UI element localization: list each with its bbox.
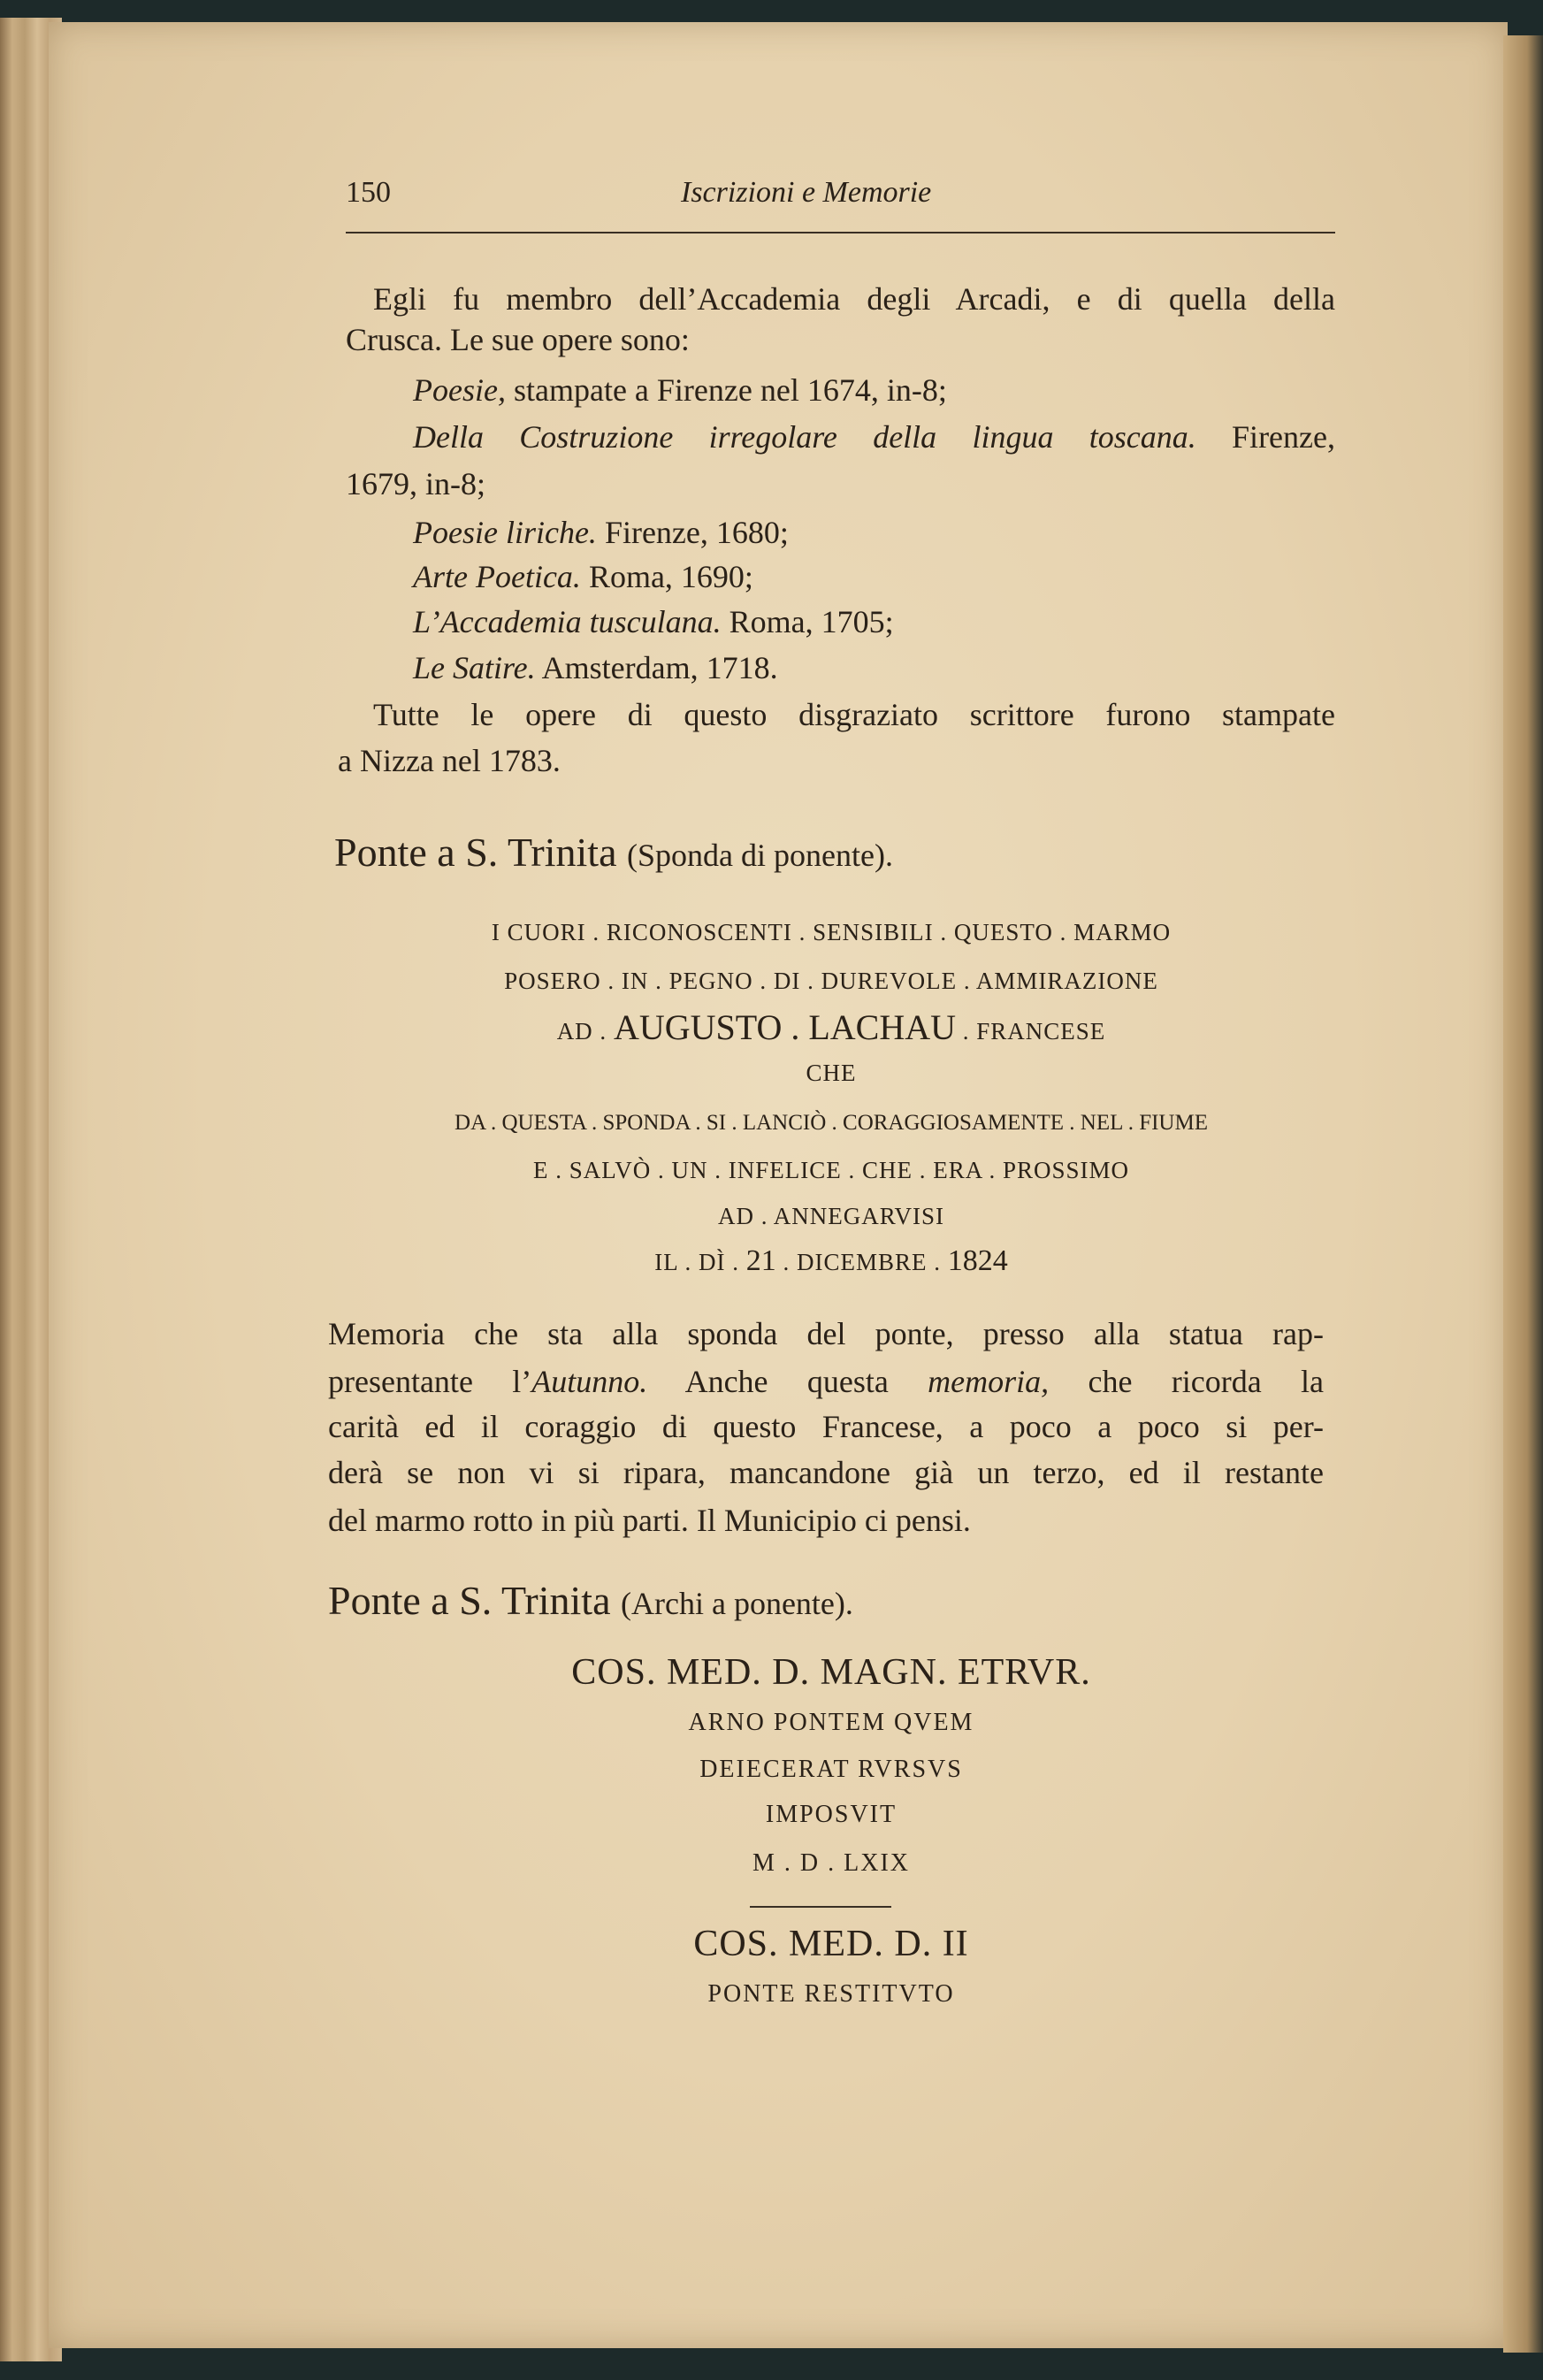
work-title: Le Satire. [413,650,536,685]
text-line: 1679, in-8; [346,466,485,501]
inscription-word: AD . [556,1018,607,1045]
work-detail: Firenze, 1680; [596,515,789,550]
italic-segment: Autunno. [531,1364,648,1399]
inscription-line: CHE [806,1060,857,1086]
inscription-word: IL . DÌ . [654,1249,739,1275]
heading-subtitle: (Archi a ponente). [621,1586,853,1621]
inscription-day: 21 [745,1244,776,1277]
text-segment: presentante l’ [328,1364,532,1399]
text-segment: Anche questa [647,1364,928,1399]
section-heading [334,828,893,880]
heading-subtitle: (Sponda di ponente). [627,838,893,873]
inscription-line: POSERO . IN . PEGNO . DI . DUREVOLE . AMMIRAZIONE [504,968,1158,994]
work-detail: Roma, 1690; [580,559,753,594]
inscription-line: COS. MED. D. MAGN. ETRVR. [571,1652,1091,1693]
italic-segment: memoria, [928,1364,1050,1399]
running-title: Iscrizioni e Memorie [681,176,932,209]
inscription-year: 1824 [947,1244,1008,1277]
page-number: 150 [346,176,391,209]
inscription-line [0,1008,1543,1051]
text-line: del marmo rotto in più parti. Il Municipio ci pensi. [328,1503,971,1538]
work-detail: Amsterdam, 1718. [535,650,778,685]
work-title: Arte Poetica. [413,559,581,594]
text-line [413,511,789,554]
text-line: Egli fu membro dell’Accademia degli Arcadi, e di quella della [373,281,1335,317]
work-detail: stampate a Firenze nel 1674, in-8; [505,372,947,408]
inscription-name: AUGUSTO . LACHAU [613,1007,956,1047]
text-line [328,1360,1324,1403]
work-title: Poesie, [413,372,506,408]
heading-title: Ponte a S. Trinita [334,830,617,875]
inscription-line: COS. MED. D. II [693,1924,969,1964]
text-line [413,647,778,689]
heading-title: Ponte a S. Trinita [328,1578,611,1623]
inscription-line: DA . QUESTA . SPONDA . SI . LANCIÒ . CORAGGIOSAMENTE . NEL . FIUME [454,1111,1208,1135]
work-detail: Firenze, [1195,419,1335,455]
text-line [413,416,1335,458]
inscription-line: E . SALVÒ . UN . INFELICE . CHE . ERA . PROSSIMO [532,1157,1130,1183]
text-line: derà se non vi si ripara, mancandone già un terzo, ed il restante [328,1455,1324,1490]
work-detail: Roma, 1705; [721,604,894,639]
inscription-line: PONTE RESTITVTO [707,1980,955,2008]
text-line: Crusca. Le sue opere sono: [346,322,690,357]
text-line: a Nizza nel 1783. [338,743,561,778]
inscription-line: AD . ANNEGARVISI [717,1203,945,1229]
inscription-line [0,1242,1543,1282]
inscription-line: ARNO PONTEM QVEM [688,1709,974,1736]
inscription-word: . FRANCESE [962,1018,1106,1045]
text-segment: che ricorda la [1049,1364,1325,1399]
text-line [413,555,753,598]
text-line: carità ed il coraggio di questo Francese, a poco a poco si per- [328,1409,1324,1444]
text-line: Tutte le opere di questo disgraziato scrittore furono stampate [373,697,1335,732]
text-line: Memoria che sta alla sponda del ponte, presso alla statua rap- [328,1316,1324,1351]
inscription-line: I CUORI . RICONOSCENTI . SENSIBILI . QUESTO . MARMO [491,919,1172,945]
text-line [413,369,947,411]
work-title: Poesie liriche. [413,515,597,550]
section-heading [328,1576,853,1628]
work-title: L’Accademia tusculana. [413,604,722,639]
work-title: Della Costruzione irregolare della lingua toscana. [413,419,1196,455]
inscription-divider [750,1906,891,1908]
text-line [413,601,894,643]
inscription-line: IMPOSVIT [765,1801,898,1828]
inscription-word: . DICEMBRE . [783,1249,941,1275]
header-rule [346,232,1335,233]
inscription-line: DEIECERAT RVRSVS [699,1756,963,1783]
inscription-line: M . D . LXIX [752,1849,910,1877]
